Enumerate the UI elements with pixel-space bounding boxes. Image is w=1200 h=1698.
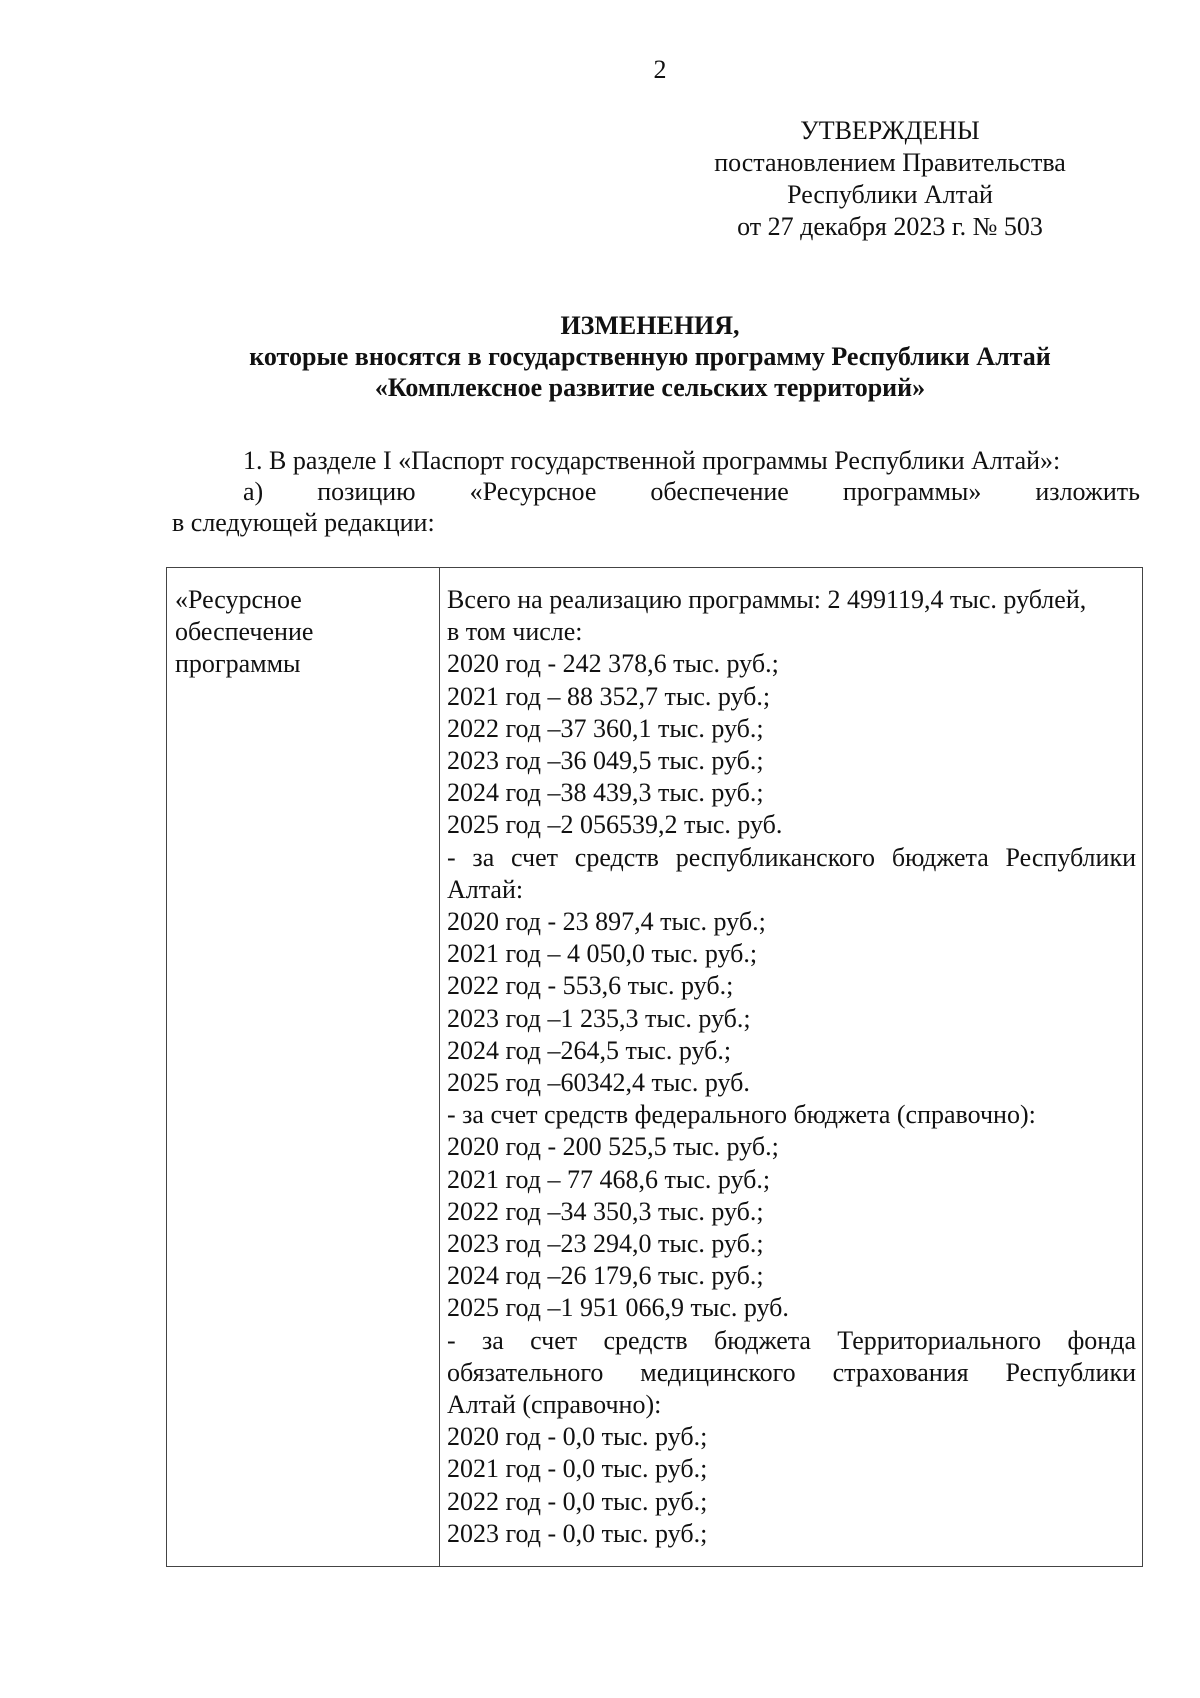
paragraph-1: 1. В разделе I «Паспорт государственной программы Республики Алтай»: (243, 446, 1061, 475)
paragraph-2-line-1: а) позицию «Ресурсное обеспечение программы» изложить (243, 477, 1140, 506)
cell-line: 2024 год –26 179,6 тыс. руб.; (447, 1261, 764, 1291)
cell-line: 2021 год – 4 050,0 тыс. руб.; (447, 939, 758, 969)
cell-line: 2024 год –264,5 тыс. руб.; (447, 1035, 732, 1065)
approval-decree: постановлением Правительства (714, 148, 1066, 177)
cell-line: 2021 год – 88 352,7 тыс. руб.; (447, 681, 771, 711)
cell-line: 2025 год –2 056539,2 тыс. руб. (447, 810, 783, 840)
heading-subtitle: которые вносятся в государственную программу Республики Алтай (249, 342, 1051, 371)
cell-line: - за счет средств республиканского бюджета Республики (447, 842, 1136, 872)
cell-line: в том числе: (447, 617, 583, 647)
cell-line: обеспечение (175, 617, 314, 647)
document-heading (150, 310, 1150, 403)
cell-line: 2024 год –38 439,3 тыс. руб.; (447, 778, 764, 808)
cell-line: 2023 год - 0,0 тыс. руб.; (447, 1518, 708, 1548)
cell-line: обязательного медицинского страхования Республики (447, 1357, 1136, 1387)
cell-line: 2022 год - 553,6 тыс. руб.; (447, 971, 734, 1001)
table-cell-content (440, 568, 1143, 1567)
cell-line: 2020 год - 23 897,4 тыс. руб.; (447, 907, 766, 937)
approval-block (680, 115, 1100, 243)
heading-title: ИЗМЕНЕНИЯ, (560, 311, 740, 340)
cell-line: 2023 год –23 294,0 тыс. руб.; (447, 1229, 764, 1259)
cell-line: 2021 год – 77 468,6 тыс. руб.; (447, 1164, 771, 1194)
cell-line: 2022 год –34 350,3 тыс. руб.; (447, 1196, 764, 1226)
table-row (167, 568, 1143, 1567)
approval-title: УТВЕРЖДЕНЫ (800, 116, 980, 145)
cell-line: 2021 год - 0,0 тыс. руб.; (447, 1454, 708, 1484)
cell-line: 2023 год –36 049,5 тыс. руб.; (447, 746, 764, 776)
cell-line: 2020 год - 0,0 тыс. руб.; (447, 1422, 708, 1452)
resource-table (166, 567, 1143, 1567)
cell-line: 2025 год –60342,4 тыс. руб. (447, 1068, 750, 1098)
approval-date: от 27 декабря 2023 г. № 503 (737, 212, 1043, 241)
cell-line: Алтай: (447, 874, 524, 904)
cell-line: 2025 год –1 951 066,9 тыс. руб. (447, 1293, 789, 1323)
page-number: 2 (653, 55, 667, 84)
cell-line: - за счет средств бюджета Территориального фонда (447, 1325, 1136, 1355)
cell-line: - за счет средств федерального бюджета (справочно): (447, 1100, 1036, 1130)
cell-line: 2023 год –1 235,3 тыс. руб.; (447, 1003, 751, 1033)
cell-line: 2022 год –37 360,1 тыс. руб.; (447, 713, 764, 743)
table-cell-label (167, 568, 440, 1567)
cell-line: 2020 год - 200 525,5 тыс. руб.; (447, 1132, 779, 1162)
cell-line: «Ресурсное (175, 585, 302, 614)
cell-line: программы (175, 649, 301, 679)
cell-line: 2020 год - 242 378,6 тыс. руб.; (447, 649, 779, 679)
approval-region: Республики Алтай (787, 180, 993, 209)
cell-line: Алтай (справочно): (447, 1390, 662, 1420)
cell-line: Всего на реализацию программы: 2 499119,4 тыс. рублей, (447, 585, 1087, 614)
heading-program-name: «Комплексное развитие сельских территорий» (374, 373, 926, 402)
cell-line: 2022 год - 0,0 тыс. руб.; (447, 1486, 708, 1516)
paragraph-2-line-2: в следующей редакции: (172, 508, 435, 537)
amendment-text (172, 445, 1140, 538)
